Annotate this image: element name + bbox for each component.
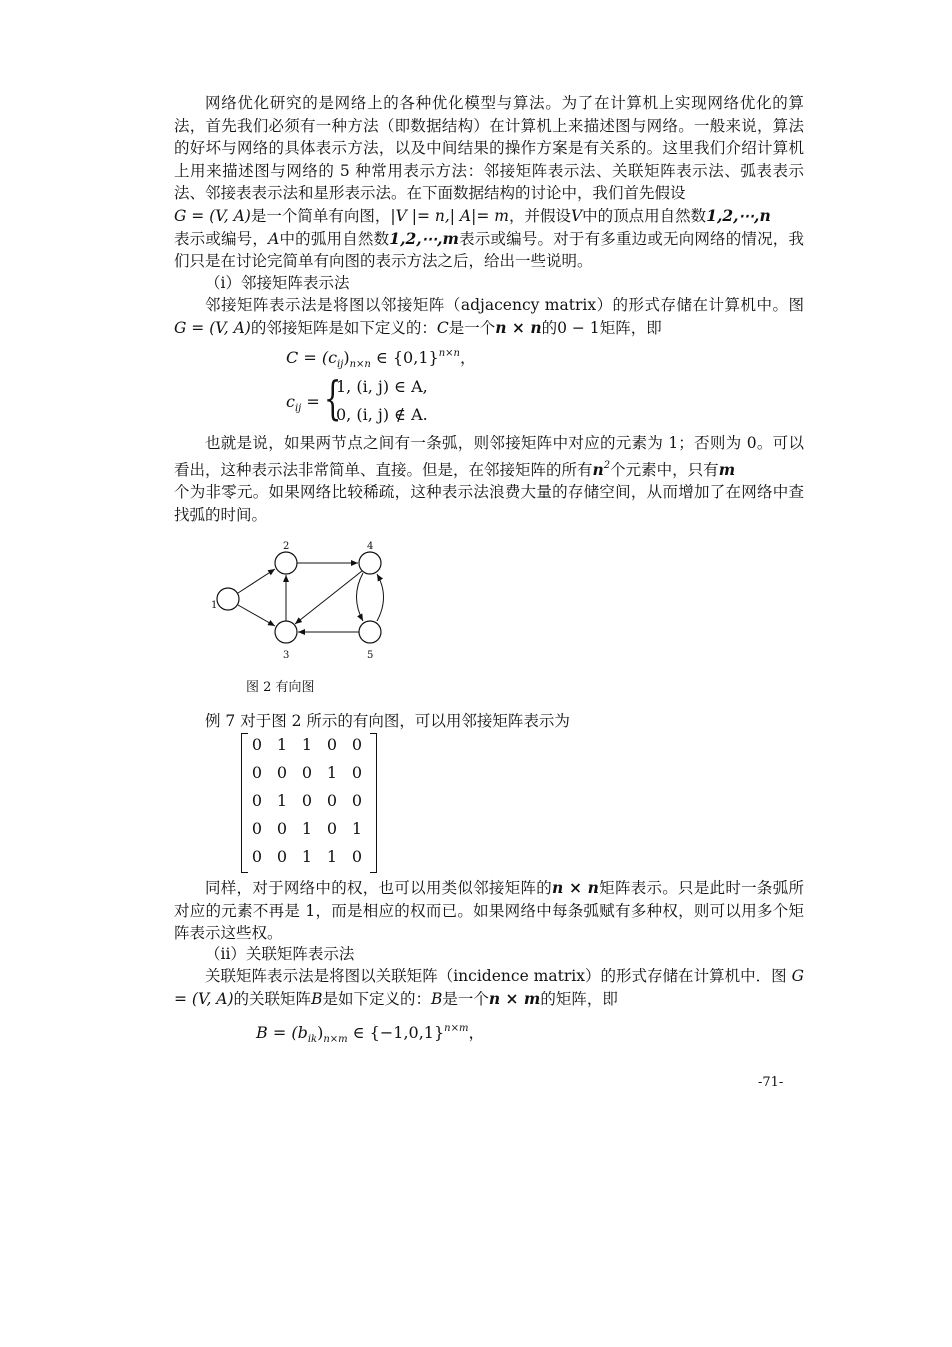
incidence-paragraph [174, 965, 804, 1010]
incidence-text-3: 是如下定义的： [322, 989, 431, 1008]
matrix-cell-r5-c2: 0 [276, 847, 288, 866]
directed-graph-figure [200, 535, 400, 665]
page-number: -71- [758, 1075, 784, 1090]
node-label-1: 1 [211, 600, 218, 611]
matrix-cell-r1-c3: 1 [301, 735, 313, 754]
cases-brace: { [323, 371, 342, 425]
adjacency-graph-math: G = (V, A) [174, 318, 251, 337]
example-7-line: 例 7 对于图 2 所示的有向图，可以用邻接矩阵表示为 [205, 712, 570, 730]
incidence-graph-math: G = (V, A) [174, 967, 804, 1008]
adjacency-text-3: 是一个 [448, 318, 496, 337]
node-label-3: 3 [283, 650, 290, 661]
intro-text-3: ，并假设 [508, 206, 571, 225]
matrix-b-math-2: B [430, 989, 443, 1008]
matrix-cell-r1-c1: 0 [251, 735, 263, 754]
graph-node-5 [359, 621, 381, 643]
arc-numbering-math: 1,2,⋯,m [389, 228, 459, 248]
sparsity-text-1: 也就是说，如果两节点之间有一条弧，则邻接矩阵中对应的元素为 1；否则为 0。可以看出，这种表示法非常简单、直接。但是，在邻接矩阵的所有 [174, 434, 804, 479]
matrix-cell-r5-c5: 0 [351, 847, 363, 866]
matrix-cell-r4-c3: 1 [301, 819, 313, 838]
edge-1-2 [238, 569, 275, 593]
matrix-cell-r3-c4: 0 [326, 791, 338, 810]
m-math: m [718, 459, 736, 479]
matrix-cell-r3-c2: 1 [276, 791, 288, 810]
node-label-2: 2 [283, 541, 290, 552]
matrix-cell-r2-c2: 0 [276, 763, 288, 782]
weight-text-1: 同样，对于网络中的权，也可以用类似邻接矩阵的 [205, 879, 553, 897]
n-by-m-math: n × m [488, 988, 541, 1008]
sparsity-text-2: 个元素中，只有 [610, 460, 719, 479]
cij-lhs: $c_{ij}$ = [286, 392, 320, 414]
incidence-text-5: 的矩阵，即 [540, 989, 618, 1008]
intro-text-4: 中的顶点用自然数 [582, 206, 707, 225]
matrix-cell-r5-c3: 1 [301, 847, 313, 866]
edge-1-3 [238, 605, 275, 626]
n-by-n-math: n × n [495, 317, 542, 337]
adjacency-text-1: 邻接矩阵表示法是将图以邻接矩阵（adjacency matrix）的形式存储在计算机中。图 [205, 296, 804, 314]
matrix-cell-r1-c2: 1 [276, 735, 288, 754]
sparsity-text-3: 个为非零元。如果网络比较稀疏，这种表示法浪费大量的存储空间，从而增加了在网络中查找弧的时间。 [174, 483, 804, 524]
incidence-text-1: 关联矩阵表示法是将图以关联矩阵（incidence matrix）的形式存储在计算机中．图 [205, 967, 787, 985]
matrix-cell-r5-c4: 1 [326, 847, 338, 866]
incidence-matrix-equation: $B = (b_{ik})_{n\times m}$ ∈ $\{-1,0,1\}^{n\times m}$， [256, 1023, 485, 1045]
weight-n-by-n-math: n × n [552, 878, 599, 897]
matrix-cell-r3-c1: 0 [251, 791, 263, 810]
vertex-set-math: V [570, 206, 583, 225]
edge-4-5 [357, 573, 364, 621]
matrix-cell-r4-c4: 0 [326, 819, 338, 838]
node-label-4: 4 [367, 541, 374, 552]
graph-node-2 [275, 552, 297, 574]
matrix-cell-r3-c3: 0 [301, 791, 313, 810]
incidence-text-4: 是一个 [442, 989, 489, 1008]
sparsity-paragraph [174, 432, 804, 526]
edge-4-3 [295, 571, 362, 624]
intro-text-2: 是一个简单有向图， [250, 206, 391, 225]
intro-text-5: 表示或编号， [174, 229, 269, 248]
vertex-numbering-math: 1,2,⋯,n [706, 205, 771, 225]
weight-paragraph [174, 877, 804, 945]
matrix-cell-r1-c5: 0 [351, 735, 363, 754]
matrix-b-math: B [311, 989, 323, 1008]
matrix-cell-r2-c4: 1 [326, 763, 338, 782]
adjacency-text-4: 的 [541, 318, 558, 337]
matrix-c-math: C [436, 318, 449, 337]
section-title-incidence: （ii）关联矩阵表示法 [205, 945, 355, 963]
matrix-cell-r2-c3: 0 [301, 763, 313, 782]
intro-text: 网络优化研究的是网络上的各种优化模型与算法。为了在计算机上实现网络优化的算法，首先我们必须有一种方法（即数据结构）在计算机上来描述图与网络。一般来说，算法的好坏与网络的具体表示方法，以及中间结果的操作方案是有关系的。这里我们介绍计算机上用来描述图与网络的 5 种常用表示方法：邻接矩阵表示法、关联矩阵表示法、弧表表示法、邻接表表示法和星形表示法。在下面数据结构的讨论中，我们首先假设 [174, 94, 804, 203]
adjacency-text-2: 的邻接矩阵是如下定义的： [250, 318, 437, 337]
matrix-cell-r4-c1: 0 [251, 819, 263, 838]
edge-5-4 [377, 574, 384, 621]
adjacency-matrix-equation: $C = (c_{ij})_{n\times n}$ ∈ $\{0,1\}^{n\times n}$， [286, 348, 476, 370]
matrix-cell-r2-c5: 0 [351, 763, 363, 782]
matrix-cell-r5-c1: 0 [251, 847, 263, 866]
cardinality-math: |V |= n,| A|= m [390, 206, 509, 225]
matrix-cell-r2-c1: 0 [251, 763, 263, 782]
case-not-in-arc: 0, (i, j) ∉ A. [336, 405, 428, 424]
n-squared-math: n [592, 459, 604, 479]
matrix-cell-r1-c4: 0 [326, 735, 338, 754]
graph-definition-math: G = (V, A) [174, 206, 251, 225]
matrix-right-bracket [370, 733, 377, 873]
intro-paragraph [174, 92, 804, 273]
adjacency-text-5: 矩阵，即 [599, 318, 662, 337]
node-label-5: 5 [367, 650, 374, 661]
graph-node-4 [359, 552, 381, 574]
graph-node-3 [275, 621, 297, 643]
figure-caption: 图 2 有向图 [246, 680, 315, 695]
matrix-cell-r4-c5: 1 [351, 819, 363, 838]
arc-set-math: A [268, 229, 280, 248]
incidence-text-2: 的关联矩阵 [233, 989, 312, 1008]
matrix-cell-r4-c2: 0 [276, 819, 288, 838]
case-in-arc: 1, (i, j) ∈ A, [336, 377, 428, 396]
matrix-cell-r3-c5: 0 [351, 791, 363, 810]
graph-node-1 [217, 588, 239, 610]
zero-one-math: 0 − 1 [557, 318, 600, 337]
adjacency-paragraph [174, 294, 804, 339]
n-squared-exp: 2 [603, 459, 611, 471]
section-title-adjacency: （i）邻接矩阵表示法 [205, 274, 350, 292]
intro-text-6: 中的弧用自然数 [279, 229, 390, 248]
intro-text-7: 表示或编号。对于有多重边或无向网络的情况，我们只是在讨论完简单有向图的表示方法之后，给出一些说明。 [174, 229, 804, 271]
weight-text-2: 矩阵表示。只是此时一条弧所对应的元素不再是 1，而是相应的权而已。如果网络中每条弧赋有多种权，则可以用多个矩阵表示这些权。 [174, 879, 804, 943]
adjacency-matrix [241, 733, 377, 873]
